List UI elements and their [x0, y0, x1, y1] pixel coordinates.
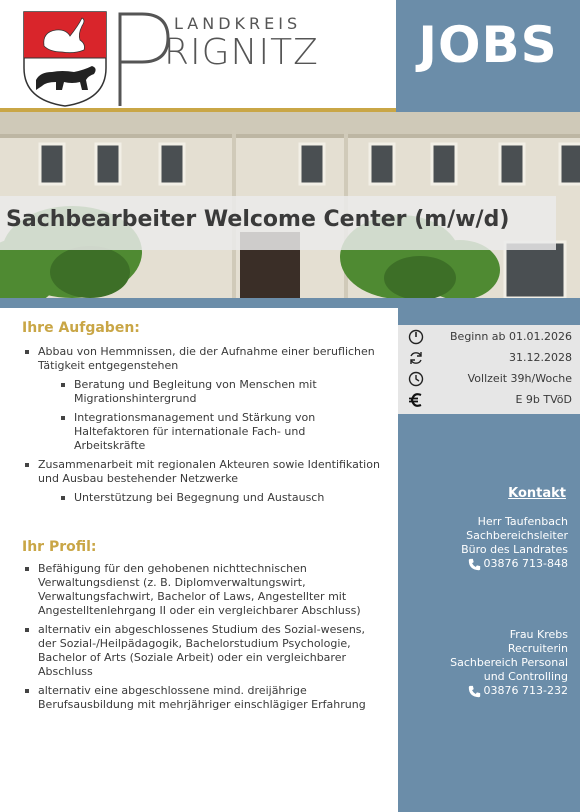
phone-icon [468, 685, 481, 698]
refresh-icon [408, 350, 424, 366]
list-item: Befähigung für den gehobenen nichttechnischen Verwaltungsdienst (z. B. Diplomverwaltungswirt, Verwaltungsfachwirt, Bachelor of Laws, Angestellter mit Angestelltenlehrgang II oder ein vergleichbarer Abschluss) [24, 562, 386, 618]
list-item: Zusammenarbeit mit regionalen Akteuren sowie Identifikation und Ausbau bestehender Netzwerke [24, 458, 380, 486]
contact-phone[interactable] [468, 684, 568, 698]
list-item: Abbau von Hemmnissen, die der Aufnahme einer beruflichen Tätigkeit entgegenstehen [24, 345, 380, 373]
contact-role: Sachbereichsleiter [466, 529, 568, 542]
contact-phone[interactable] [468, 557, 568, 571]
list-item: Beratung und Begleitung von Menschen mit Migrationshintergrund [60, 378, 370, 406]
info-end-row [398, 348, 580, 368]
phone-icon [468, 558, 481, 571]
contact-name: Frau Krebs [509, 628, 568, 641]
job-title: Sachbearbeiter Welcome Center (m/w/d) [6, 207, 510, 232]
aufgaben-list [24, 345, 380, 510]
landkreis-label: LANDKREIS [174, 14, 302, 33]
info-start-row [398, 327, 580, 347]
list-item: Unterstützung bei Begegnung und Austausch [60, 491, 380, 505]
contact-role: Recruiterin [507, 642, 568, 655]
power-icon [408, 329, 424, 345]
contact-phone-number: 03876 713-232 [483, 684, 568, 697]
list-item: alternativ eine abgeschlossene mind. dreijährige Berufsausbildung mit mehrjähriger einschlägiger Erfahrung [24, 684, 386, 712]
profil-heading: Ihr Profil: [22, 539, 97, 555]
pay-grade: E 9b TVöD [515, 393, 572, 406]
job-info-box [398, 325, 580, 414]
clock-icon [408, 371, 424, 387]
list-item: Integrationsmanagement und Stärkung von Haltefaktoren für internationale Fach- und Arbeitskräfte [60, 411, 370, 453]
list-item: alternativ ein abgeschlossenes Studium des Sozial-wesens, der Sozial-/Heilpädagogik, Bachelorstudium Psychologie, Bachelor of Arts (Soziale Arbeit) oder ein vergleichbarer Abschluss [24, 623, 386, 679]
contact-dept: Sachbereich Personal [450, 656, 568, 669]
aufgaben-heading: Ihre Aufgaben: [22, 320, 140, 336]
contact-phone-number: 03876 713-848 [483, 557, 568, 570]
contact-person-2 [450, 628, 568, 702]
jobs-title: JOBS [418, 16, 558, 74]
profil-list [24, 562, 386, 717]
prignitz-label: RIGNITZ [164, 32, 319, 73]
contact-person-1 [461, 515, 568, 575]
coat-of-arms-logo [22, 10, 108, 108]
contact-dept: und Controlling [483, 670, 568, 683]
kontakt-heading: Kontakt [508, 486, 566, 501]
info-hours-row [398, 369, 580, 389]
end-date: 31.12.2028 [509, 351, 572, 364]
contact-name: Herr Taufenbach [477, 515, 568, 528]
contact-dept: Büro des Landrates [461, 543, 568, 556]
euro-icon [408, 392, 424, 408]
info-pay-row [398, 390, 580, 410]
working-hours: Vollzeit 39h/Woche [467, 372, 572, 385]
start-date: Beginn ab 01.01.2026 [450, 330, 572, 343]
